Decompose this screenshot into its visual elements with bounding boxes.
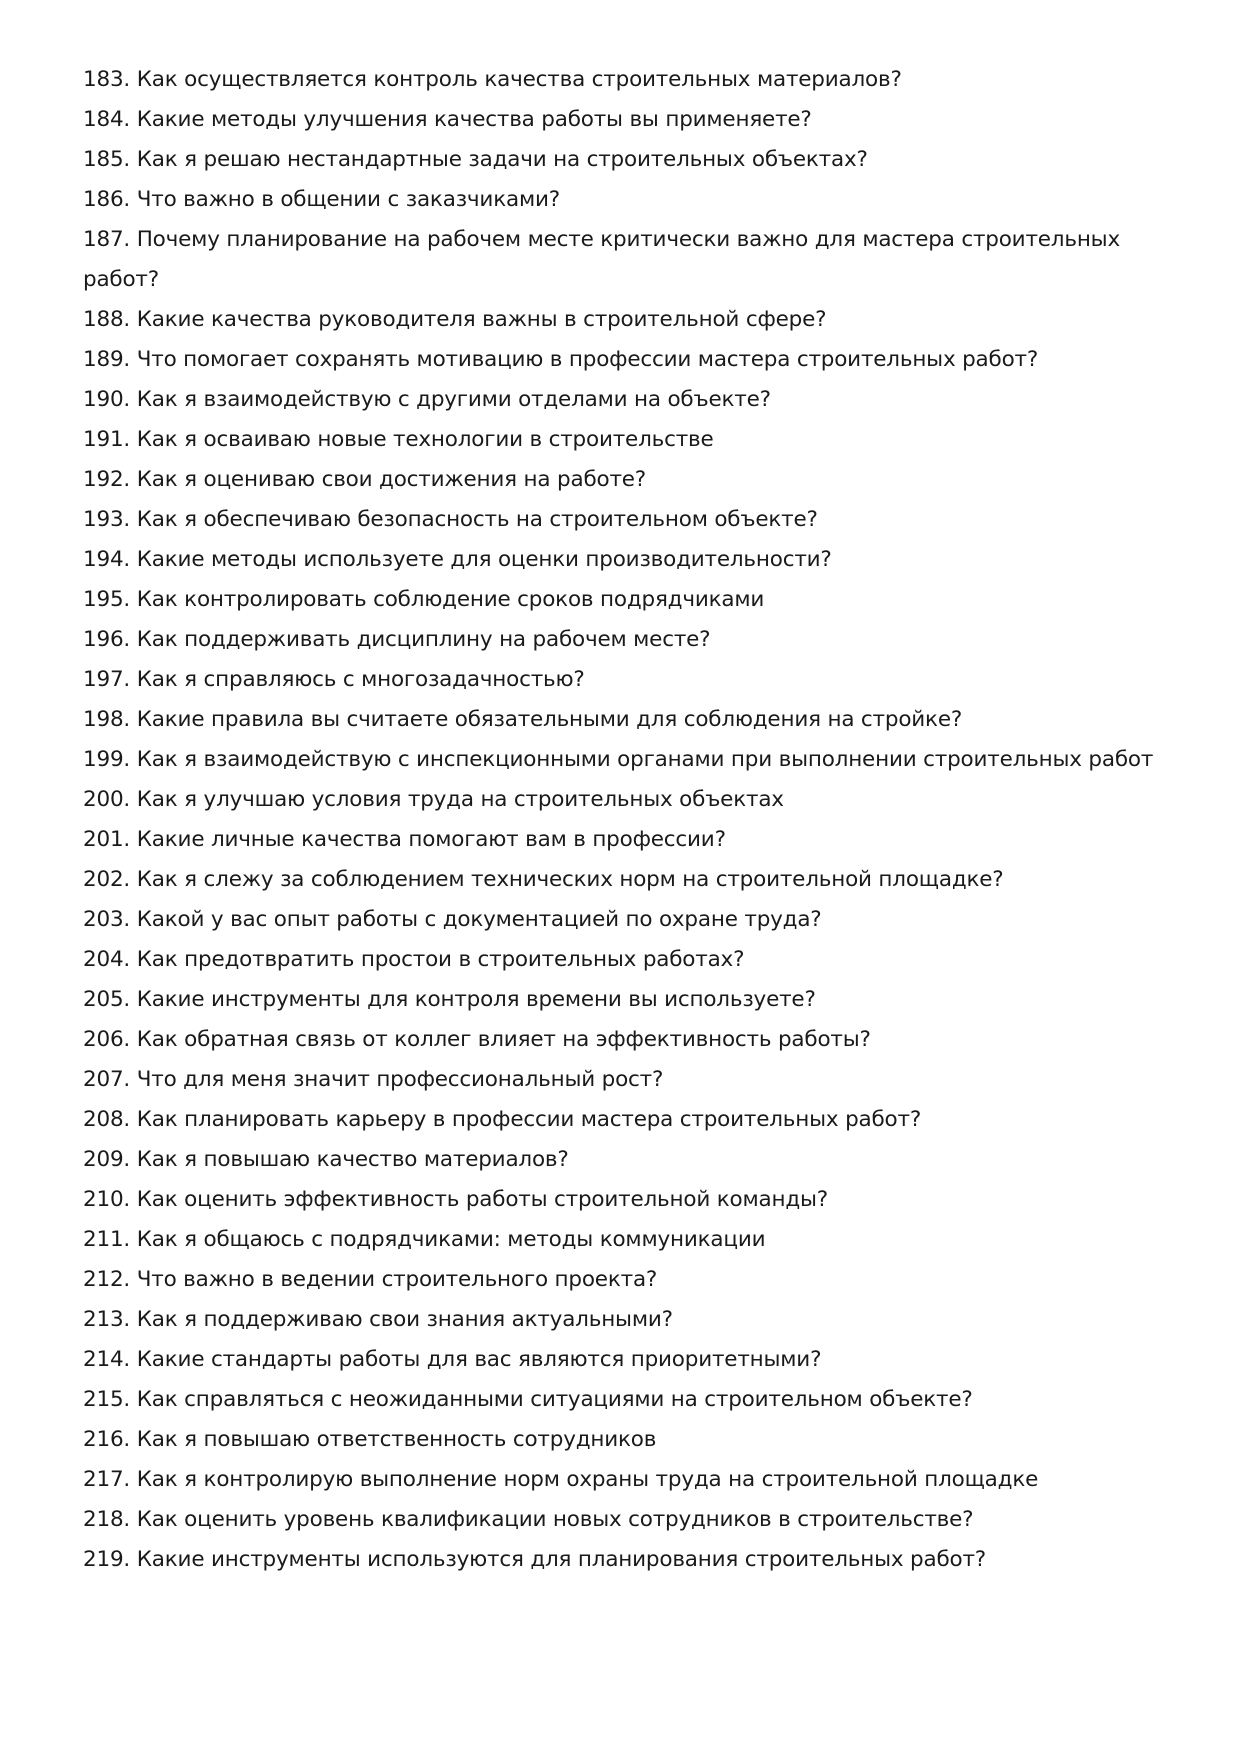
question-item — [83, 1140, 1159, 1180]
question-item — [83, 1260, 1159, 1300]
question-text: Как я решаю нестандартные задачи на строительных объектах? — [136, 147, 868, 172]
question-number: 206. — [83, 1027, 131, 1052]
question-text: Как я слежу за соблюдением технических норм на строительной площадке? — [136, 867, 1004, 892]
question-item — [83, 540, 1159, 580]
question-text: Как оценить эффективность работы строительной команды? — [136, 1187, 828, 1212]
question-number: 194. — [83, 547, 131, 572]
question-text: Как я повышаю ответственность сотрудников — [136, 1427, 657, 1452]
question-text: Какие качества руководителя важны в строительной сфере? — [136, 307, 827, 332]
question-number: 203. — [83, 907, 131, 932]
question-number: 205. — [83, 987, 131, 1012]
question-item — [83, 60, 1159, 100]
question-item — [83, 100, 1159, 140]
question-number: 188. — [83, 307, 131, 332]
question-number: 216. — [83, 1427, 131, 1452]
question-number: 209. — [83, 1147, 131, 1172]
question-text: Как я взаимодействую с инспекционными органами при выполнении строительных работ — [136, 747, 1154, 772]
question-text: Как я взаимодействую с другими отделами на объекте? — [136, 387, 771, 412]
question-item — [83, 1380, 1159, 1420]
question-number: 195. — [83, 587, 131, 612]
question-item — [83, 300, 1159, 340]
question-text: Как я повышаю качество материалов? — [136, 1147, 569, 1172]
question-number: 213. — [83, 1307, 131, 1332]
question-item — [83, 1540, 1159, 1580]
question-item — [83, 1180, 1159, 1220]
question-text: Какие инструменты для контроля времени вы используете? — [136, 987, 816, 1012]
question-text: Как справляться с неожиданными ситуациями на строительном объекте? — [136, 1387, 973, 1412]
question-item — [83, 1020, 1159, 1060]
question-text: Какой у вас опыт работы с документацией по охране труда? — [136, 907, 822, 932]
question-item — [83, 780, 1159, 820]
question-item — [83, 580, 1159, 620]
question-item — [83, 620, 1159, 660]
question-text: Как я справляюсь с многозадачностью? — [136, 667, 585, 692]
question-text: Какие методы улучшения качества работы вы применяете? — [136, 107, 812, 132]
question-item — [83, 500, 1159, 540]
question-number: 202. — [83, 867, 131, 892]
question-text: Как предотвратить простои в строительных работах? — [136, 947, 745, 972]
question-number: 184. — [83, 107, 131, 132]
question-number: 208. — [83, 1107, 131, 1132]
question-number: 214. — [83, 1347, 131, 1372]
question-number: 210. — [83, 1187, 131, 1212]
question-number: 204. — [83, 947, 131, 972]
question-text: Как я осваиваю новые технологии в строительстве — [136, 427, 714, 452]
question-number: 185. — [83, 147, 131, 172]
question-text: Как оценить уровень квалификации новых сотрудников в строительстве? — [136, 1507, 974, 1532]
question-number: 211. — [83, 1227, 131, 1252]
question-number: 215. — [83, 1387, 131, 1412]
question-text: Что для меня значит профессиональный рост? — [136, 1067, 664, 1092]
question-text: Как контролировать соблюдение сроков подрядчиками — [136, 587, 765, 612]
question-text: Как поддерживать дисциплину на рабочем месте? — [136, 627, 711, 652]
question-text: Какие инструменты используются для планирования строительных работ? — [136, 1547, 987, 1572]
question-number: 212. — [83, 1267, 131, 1292]
question-item — [83, 1420, 1159, 1460]
question-number: 192. — [83, 467, 131, 492]
question-number: 186. — [83, 187, 131, 212]
question-number: 207. — [83, 1067, 131, 1092]
question-text: Какие стандарты работы для вас являются приоритетными? — [136, 1347, 822, 1372]
question-item — [83, 820, 1159, 860]
question-text: Что важно в ведении строительного проекта? — [136, 1267, 658, 1292]
question-item — [83, 860, 1159, 900]
question-number: 218. — [83, 1507, 131, 1532]
question-number: 191. — [83, 427, 131, 452]
question-item — [83, 1060, 1159, 1100]
question-item — [83, 700, 1159, 740]
question-number: 217. — [83, 1467, 131, 1492]
question-number: 199. — [83, 747, 131, 772]
question-text: Как обратная связь от коллег влияет на эффективность работы? — [136, 1027, 871, 1052]
question-number: 183. — [83, 67, 131, 92]
question-list — [83, 60, 1159, 1580]
question-text: Как я общаюсь с подрядчиками: методы коммуникации — [136, 1227, 766, 1252]
question-item — [83, 900, 1159, 940]
question-item — [83, 180, 1159, 220]
question-item — [83, 420, 1159, 460]
question-item — [83, 1220, 1159, 1260]
question-number: 219. — [83, 1547, 131, 1572]
question-number: 201. — [83, 827, 131, 852]
question-text: Какие методы используете для оценки производительности? — [136, 547, 832, 572]
question-text: Как осуществляется контроль качества строительных материалов? — [136, 67, 902, 92]
question-number: 198. — [83, 707, 131, 732]
question-number: 197. — [83, 667, 131, 692]
question-number: 190. — [83, 387, 131, 412]
question-text: Как я улучшаю условия труда на строительных объектах — [136, 787, 784, 812]
question-number: 196. — [83, 627, 131, 652]
question-item — [83, 1100, 1159, 1140]
question-number: 187. — [83, 227, 131, 252]
question-text: Как я оцениваю свои достижения на работе? — [136, 467, 647, 492]
question-item — [83, 1500, 1159, 1540]
question-text: Почему планирование на рабочем месте критически важно для мастера строительных работ? — [83, 227, 1120, 292]
question-text: Как я контролирую выполнение норм охраны труда на строительной площадке — [136, 1467, 1039, 1492]
question-item — [83, 380, 1159, 420]
question-text: Как планировать карьеру в профессии мастера строительных работ? — [136, 1107, 922, 1132]
question-item — [83, 980, 1159, 1020]
question-item — [83, 140, 1159, 180]
question-text: Какие личные качества помогают вам в профессии? — [136, 827, 726, 852]
question-item — [83, 1460, 1159, 1500]
question-text: Что помогает сохранять мотивацию в профессии мастера строительных работ? — [136, 347, 1039, 372]
question-item — [83, 740, 1159, 780]
question-item — [83, 1300, 1159, 1340]
question-item — [83, 1340, 1159, 1380]
question-text: Что важно в общении с заказчиками? — [136, 187, 560, 212]
question-item — [83, 340, 1159, 380]
question-text: Какие правила вы считаете обязательными для соблюдения на стройке? — [136, 707, 963, 732]
question-item — [83, 940, 1159, 980]
question-text: Как я поддерживаю свои знания актуальными? — [136, 1307, 673, 1332]
question-number: 200. — [83, 787, 131, 812]
question-number: 189. — [83, 347, 131, 372]
question-item — [83, 220, 1159, 300]
question-item — [83, 460, 1159, 500]
question-item — [83, 660, 1159, 700]
question-number: 193. — [83, 507, 131, 532]
question-text: Как я обеспечиваю безопасность на строительном объекте? — [136, 507, 818, 532]
